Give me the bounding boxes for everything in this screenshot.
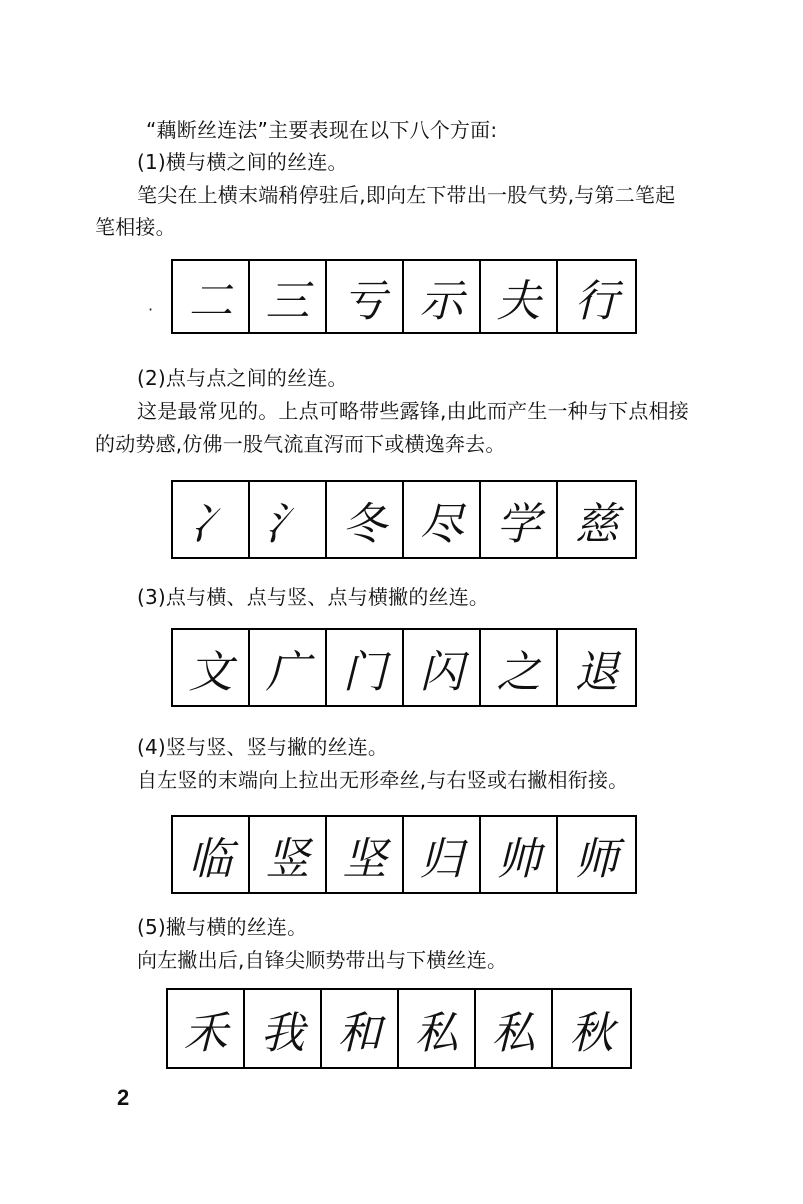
- section-1-char-grid: [171, 259, 637, 334]
- char-cell: 学: [481, 482, 558, 557]
- stray-dot: ·: [148, 300, 154, 319]
- char-cell: 我: [245, 990, 322, 1067]
- char-cell: 私: [399, 990, 476, 1067]
- char-cell: 禾: [168, 990, 245, 1067]
- char-cell: 行: [574, 275, 619, 327]
- char-cell: 归: [404, 817, 481, 892]
- char-cell: 闪: [404, 630, 481, 705]
- section-1-heading: (1)横与横之间的丝连。: [137, 150, 348, 174]
- char-cell: 和: [322, 990, 399, 1067]
- section-2-char-grid: [171, 480, 637, 559]
- char-cell: 慈: [574, 498, 619, 550]
- char-cell: 亏: [327, 261, 404, 332]
- char-cell: 夫: [481, 261, 558, 332]
- char-cell: 示: [404, 261, 481, 332]
- char-cell: 冫: [173, 482, 250, 557]
- section-4-desc-line-1: 自左竖的末端向上拉出无形牵丝,与右竖或右撇相衔接。: [137, 768, 629, 792]
- char-cell: 帅: [481, 817, 558, 892]
- section-5-heading: (5)撇与横的丝连。: [137, 915, 308, 939]
- char-cell: 二: [173, 261, 250, 332]
- section-5-desc-line-1: 向左撇出后,自锋尖顺势带出与下横丝连。: [137, 948, 508, 972]
- intro-text: “藕断丝连法”主要表现在以下八个方面:: [146, 118, 498, 142]
- section-2-desc-line-2: 的动势感,仿佛一股气流直泻而下或横逸奔去。: [95, 432, 506, 456]
- page-number: 2: [117, 1085, 130, 1110]
- char-cell: 三: [250, 261, 327, 332]
- char-cell: 师: [574, 833, 619, 885]
- section-5-char-grid: [166, 988, 632, 1069]
- char-cell: 坚: [327, 817, 404, 892]
- char-cell: 门: [327, 630, 404, 705]
- section-3-char-grid: [171, 628, 637, 707]
- section-3-heading: (3)点与横、点与竖、点与横撇的丝连。: [137, 585, 490, 609]
- section-2-desc-line-1: 这是最常见的。上点可略带些露锋,由此而产生一种与下点相接: [137, 399, 689, 423]
- char-cell: 私: [476, 990, 553, 1067]
- char-cell: 退: [574, 646, 619, 698]
- char-cell: 竖: [250, 817, 327, 892]
- char-cell: 广: [250, 630, 327, 705]
- char-cell: 冬: [327, 482, 404, 557]
- char-cell: 临: [173, 817, 250, 892]
- char-cell: 文: [173, 630, 250, 705]
- char-cell: 秋: [569, 1007, 614, 1059]
- char-cell: 尽: [404, 482, 481, 557]
- section-1-desc-line-2: 笔相接。: [95, 215, 176, 239]
- section-4-char-grid: [171, 815, 637, 894]
- section-2-heading: (2)点与点之间的丝连。: [137, 366, 348, 390]
- section-1-desc-line-1: 笔尖在上横末端稍停驻后,即向左下带出一股气势,与第二笔起: [137, 183, 676, 207]
- char-cell: 之: [481, 630, 558, 705]
- section-4-heading: (4)竖与竖、竖与撇的丝连。: [137, 735, 389, 759]
- char-cell: 氵: [250, 482, 327, 557]
